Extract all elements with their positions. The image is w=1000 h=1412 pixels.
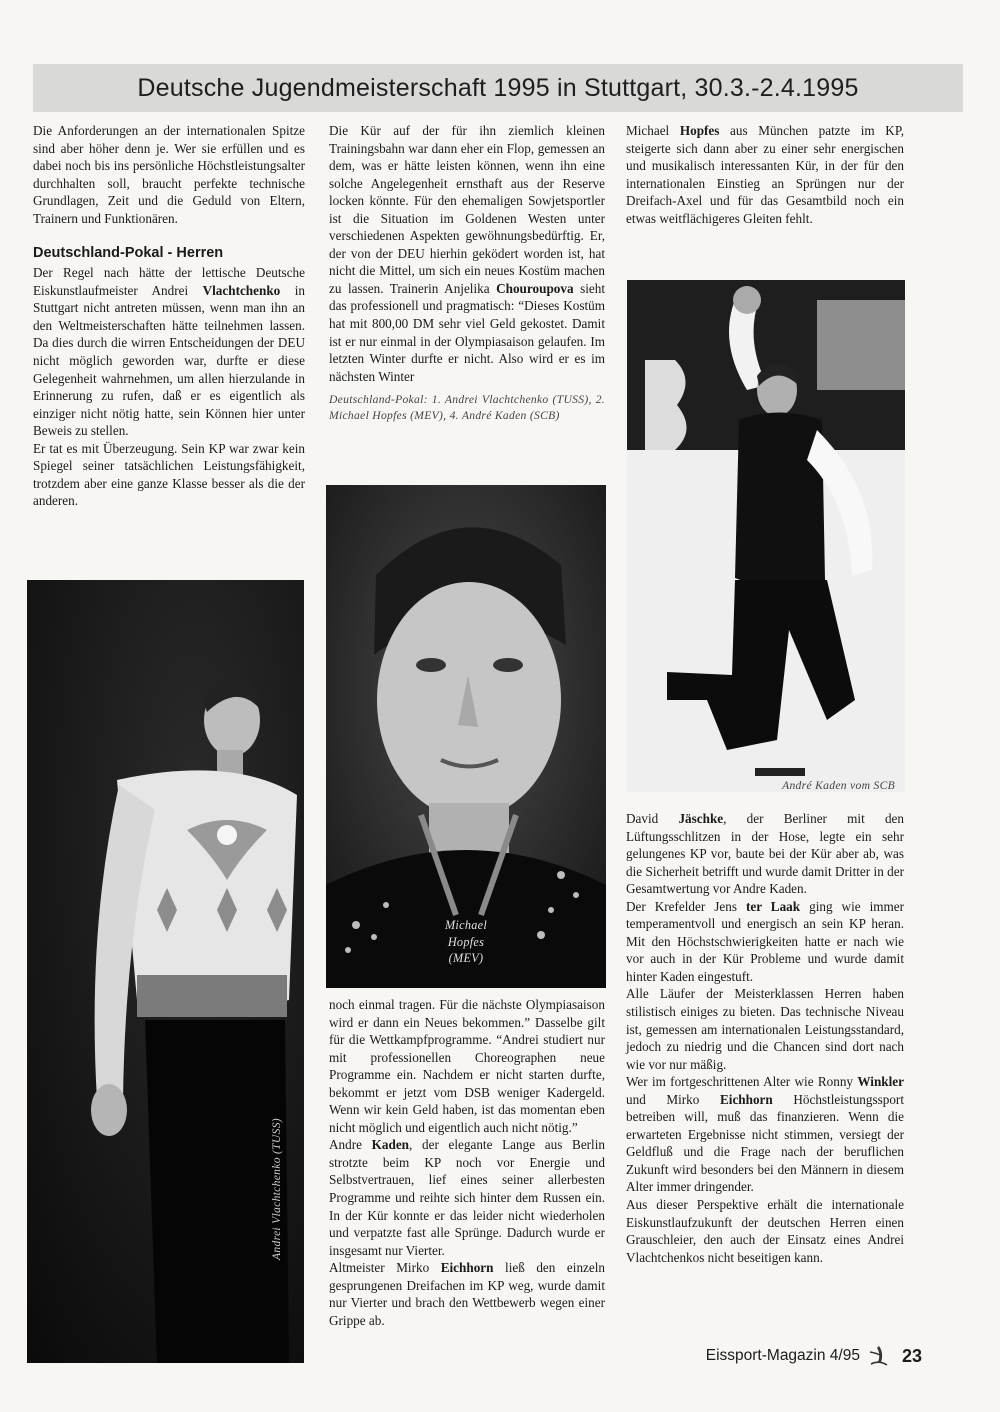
article-title: Deutsche Jugendmeisterschaft 1995 in Stuttgart, 30.3.-2.4.1995 (137, 73, 859, 102)
paragraph: Altmeister Mirko Eichhorn ließ den einzeln gesprungenen Dreifachen im KP weg, wurde damit nur Vierter und brach den Wettbewerb wegen einer Grippe ab. (329, 1260, 605, 1328)
paragraph: noch einmal tragen. Für die nächste Olympiasaison wird er dann ein Neues bekommen.” Dasselbe gilt für die Wettkampfprogramme. “Andrei studiert nur mit professionellen Choreographen neue Programme ein. Nachdem er nicht starten durfte, bekommt er jetzt vom DSB weniger Kadergeld. Wenn wir kein Geld haben, ist das momentan eben nicht möglich und eigentlich auch nicht nötig.” (329, 997, 605, 1135)
results-caption: Deutschland-Pokal: 1. Andrei Vlachtchenko (TUSS), 2. Michael Hopfes (MEV), 4. André Kaden (SCB) (329, 393, 605, 423)
name-bold: Hopfes (679, 123, 720, 138)
photo-vlachtchenko: Andrei Vlachtchenko (TUSS) (27, 580, 304, 1363)
column-2-text-bottom (329, 996, 605, 1329)
name-bold: Winkler (857, 1074, 904, 1090)
skater-figure-illustration (27, 580, 304, 1363)
paragraph: Er tat es mit Überzeugung. Sein KP war zwar kein Spiegel seiner tatsächlichen Leistungsfähigkeit, trotzdem aber eine ganze Klasse besser als die der anderen. (33, 440, 305, 509)
photo-caption: Michael Hopfes (MEV) (444, 918, 488, 965)
name-bold: Vlachtchenko (202, 282, 281, 298)
photo-caption: André Kaden vom SCB (782, 779, 895, 792)
paragraph: Alle Läufer der Meisterklassen Herren haben stilistisch einiges zu bieten. Das technische Niveau ist, gemessen am internationalen Leistungsstandard, jedoch zu niedrig und die Chancen sind dort nach wie vor nur mäßig. (626, 986, 904, 1072)
photo-hopfes-portrait (326, 485, 606, 988)
column-2-text-top (329, 122, 605, 424)
skater-pose-illustration (627, 280, 905, 792)
portrait-illustration (326, 485, 606, 988)
paragraph: Wer im fortgeschrittenen Alter wie Ronny Winkler und Mirko Eichhorn Höchstleistungssport betreiben will, muß das finanzieren. Wenn die erwarteten Ergebnisse nicht stimmen, versiegt der Geldfluß und die Frage nach der beruflichen Zukunft wird besonders bei den Männern in diesem Alter immer dringender. (626, 1074, 904, 1195)
name-bold: Chouroupova (496, 280, 574, 296)
paragraph: Die Kür auf der für ihn ziemlich kleinen Trainingsbahn war dann eher ein Flop, gemessen an dem, was er hätte leisten können, wenn ihn eine solche Angelegenheit ernsthaft aus der Reserve locken könnte. Für den ehemaligen Sowjetsportler ist die Situation im Goldenen Westen unter verschiedenen Aspekten gewöhnungsbedürftig. Er, der von der DEU hierhin geködert worden ist, hat nicht die Mittel, um sich ein neues Kostüm machen zu lassen. Trainerin Anjelika Chouroupova sieht das professionell und pragmatisch: “Dieses Kostüm hat mit 800,00 DM sehr viel Geld gekostet. Damit ist er nur einmal in der Olympiasaison gelaufen. Im letzten Winter durfte er nicht. Also wird er es im nächsten Winter (329, 123, 605, 384)
name-bold: Kaden (371, 1137, 410, 1153)
intro-paragraph: Die Anforderungen an der internationalen Spitze sind aber höher denn je. Wer sie erfüllen und es dabei noch bis ins persönliche Höchstleistungsalter durchhalten soll, braucht perfekte technische Grundlagen, Zeit und die Geduld von Eltern, Trainern und Funktionären. (33, 123, 305, 226)
page-footer (706, 1344, 922, 1368)
paragraph: Andre Kaden, der elegante Lange aus Berlin strotzte beim KP noch vor Energie und Selbstvertrauen, lief eines seiner allerbesten Programme und reihte sich hinter dem Russen ein. In der Kür konnte er das leider nicht wiederholen und verpatzte fast alle Sprünge. Dadurch wurde er insgesamt nur Vierter. (329, 1137, 605, 1258)
paragraph: Der Regel nach hätte der lettische Deutsche Eiskunstlaufmeister Andrei Vlachtchenko in Stuttgart nicht antreten müssen, wenn man ihn an den Weltmeisterschaften hätte teilnehmen lassen. Da dies durch die wirren Entscheidungen der DEU nicht möglich geworden war, durfte er diese Gelegenheit wahrnehmen, um allen hierzulande in Erinnerung zu rufen, daß er es eigentlich als einziger nicht nötig hatte, sein Können hier unter Beweis zu stellen. (33, 265, 305, 439)
paragraph: Michael Hopfes aus München patzte im KP, steigerte sich dann aber zu einer sehr energischen und musikalisch interessanten Kür, in der für den internationalen Einstieg an Sprüngen nur der Dreifach-Axel und für das Gesamtbild noch ein etwas weitflächigeres Gleiten fehlt. (626, 123, 904, 226)
name-bold: Jäschke (678, 811, 724, 826)
page-number: 23 (901, 1345, 922, 1366)
name-bold: Eichhorn (719, 1091, 773, 1107)
magazine-issue: Eissport-Magazin 4/95 (705, 1347, 860, 1364)
photo-kaden-skating (627, 280, 905, 792)
paragraph: Aus dieser Perspektive erhält die internationale Eiskunstlaufzukunft der deutschen Herren einen Grauschleier, den auch der Einsatz eines Andrei Vlachtchenkos nicht beseitigen kann. (626, 1197, 904, 1265)
name-bold: Eichhorn (440, 1260, 494, 1276)
skater-logo-icon (868, 1344, 890, 1368)
column-1-text (33, 122, 305, 510)
paragraph: David Jäschke, der Berliner mit den Lüftungsschlitzen in der Hose, legte ein sehr gelungenes KP vor, baute bei der Kür aber ab, was die Sicherheit betrifft und wurde damit Dritter in der Gesamtwertung vor Andre Kaden. (626, 811, 904, 897)
paragraph: Der Krefelder Jens ter Laak ging wie immer temperamentvoll und energisch an sein KP heran. Mit den Höchstschwierigkeiten hatte er nach wie vor auch in der Kür Probleme und wurde damit hinter Kaden eingestuft. (626, 898, 904, 984)
column-3-text-top (626, 122, 904, 227)
article-header-bar (33, 64, 963, 112)
column-3-text-bottom (626, 810, 904, 1266)
name-bold: ter Laak (745, 898, 801, 914)
section-title: Deutschland-Pokal - Herren (33, 245, 224, 262)
